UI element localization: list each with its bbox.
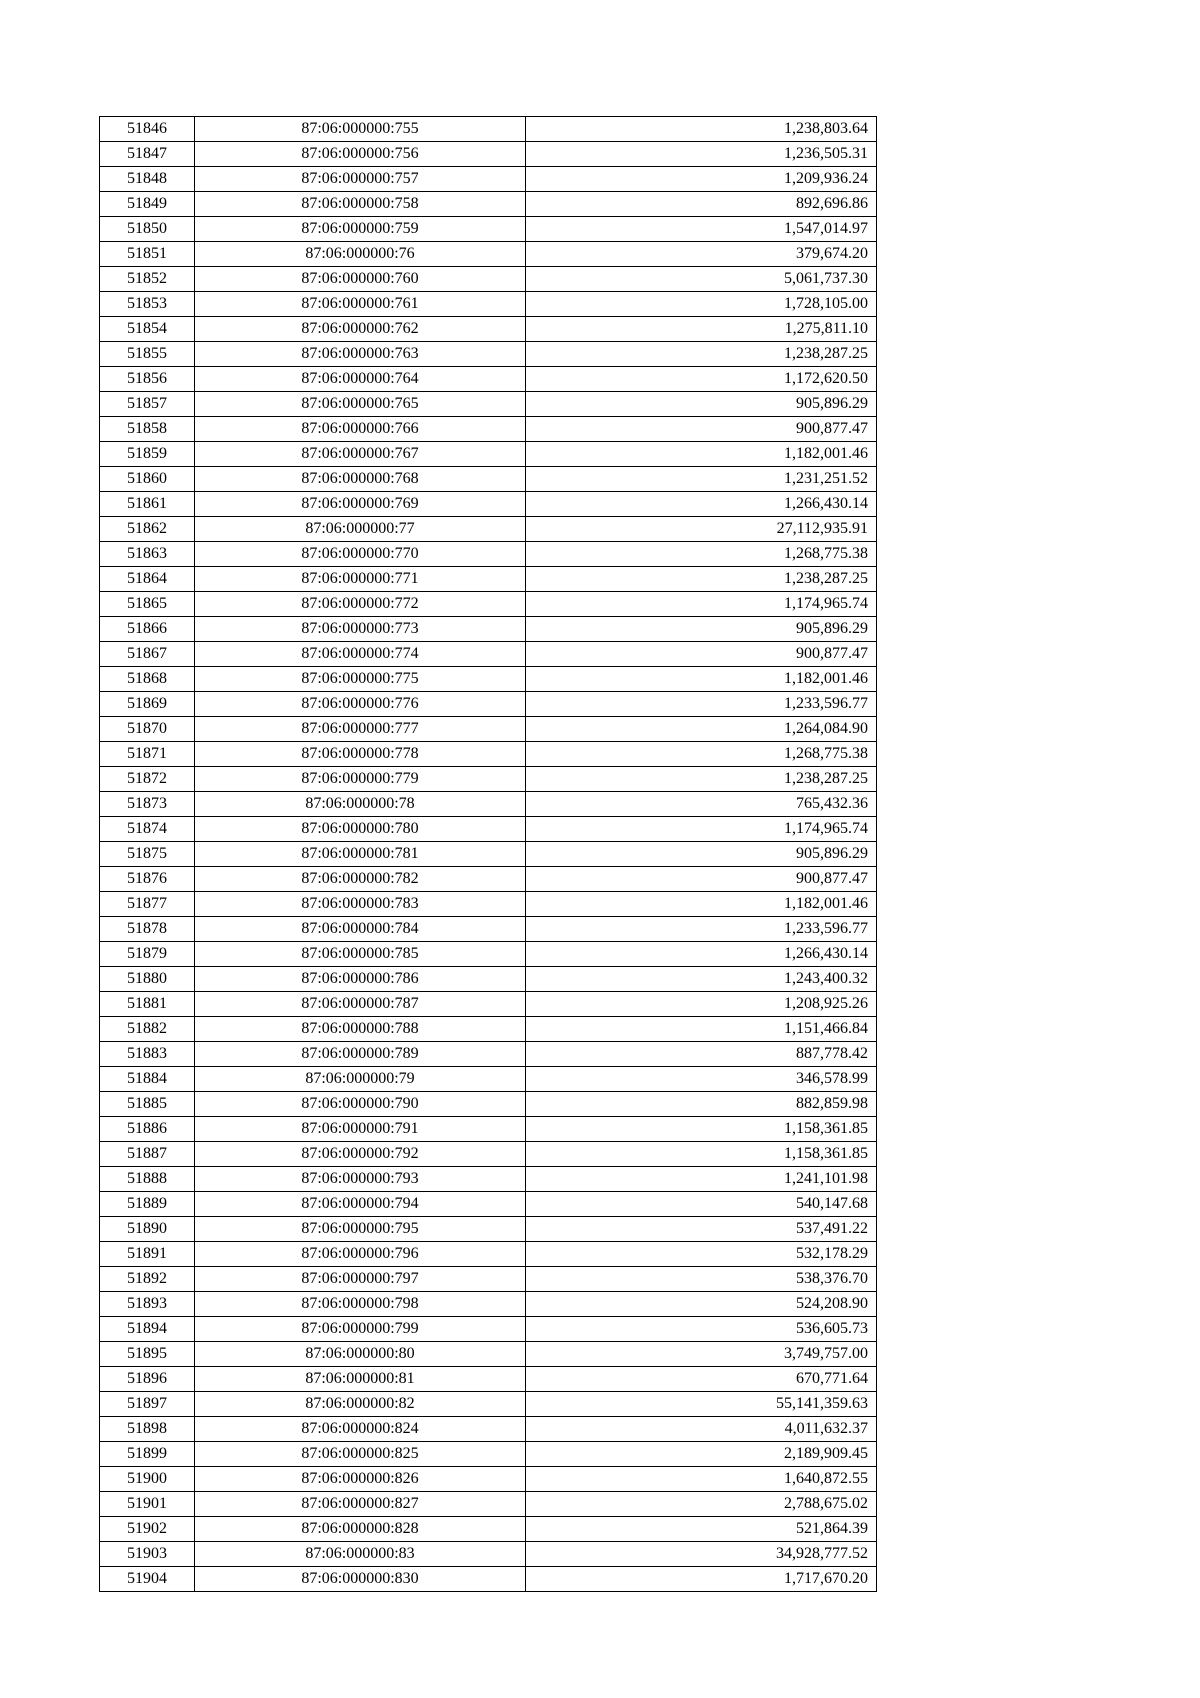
row-number-cell: 51872 — [100, 767, 195, 792]
table-row — [100, 542, 877, 567]
cadastral-number-cell: 87:06:000000:827 — [195, 1492, 526, 1517]
row-number-cell: 51899 — [100, 1442, 195, 1467]
cadastral-number-cell: 87:06:000000:783 — [195, 892, 526, 917]
cadastral-number-cell: 87:06:000000:830 — [195, 1567, 526, 1592]
table-row — [100, 867, 877, 892]
cadastral-value-cell: 765,432.36 — [526, 792, 877, 817]
cadastral-number-cell: 87:06:000000:780 — [195, 817, 526, 842]
cadastral-value-cell: 1,640,872.55 — [526, 1467, 877, 1492]
row-number-cell: 51904 — [100, 1567, 195, 1592]
cadastral-number-cell: 87:06:000000:798 — [195, 1292, 526, 1317]
cadastral-number-cell: 87:06:000000:787 — [195, 992, 526, 1017]
table-row — [100, 692, 877, 717]
table-row — [100, 942, 877, 967]
cadastral-value-cell: 1,241,101.98 — [526, 1167, 877, 1192]
table-row — [100, 392, 877, 417]
cadastral-value-cell: 905,896.29 — [526, 842, 877, 867]
table-body — [100, 117, 877, 1592]
cadastral-number-cell: 87:06:000000:770 — [195, 542, 526, 567]
cadastral-value-cell: 1,172,620.50 — [526, 367, 877, 392]
table-row — [100, 1342, 877, 1367]
cadastral-number-cell: 87:06:000000:793 — [195, 1167, 526, 1192]
cadastral-number-cell: 87:06:000000:79 — [195, 1067, 526, 1092]
cadastral-value-cell: 1,238,287.25 — [526, 342, 877, 367]
cadastral-number-cell: 87:06:000000:784 — [195, 917, 526, 942]
table-row — [100, 1467, 877, 1492]
cadastral-number-cell: 87:06:000000:766 — [195, 417, 526, 442]
cadastral-number-cell: 87:06:000000:785 — [195, 942, 526, 967]
cadastral-value-cell: 1,151,466.84 — [526, 1017, 877, 1042]
table-row — [100, 1317, 877, 1342]
table-row — [100, 1417, 877, 1442]
table-row — [100, 492, 877, 517]
table-row — [100, 167, 877, 192]
row-number-cell: 51882 — [100, 1017, 195, 1042]
cadastral-number-cell: 87:06:000000:756 — [195, 142, 526, 167]
cadastral-number-cell: 87:06:000000:764 — [195, 367, 526, 392]
row-number-cell: 51897 — [100, 1392, 195, 1417]
cadastral-value-cell: 1,236,505.31 — [526, 142, 877, 167]
table-row — [100, 1567, 877, 1592]
cadastral-number-cell: 87:06:000000:758 — [195, 192, 526, 217]
row-number-cell: 51898 — [100, 1417, 195, 1442]
table-row — [100, 242, 877, 267]
cadastral-number-cell: 87:06:000000:789 — [195, 1042, 526, 1067]
cadastral-value-cell: 1,231,251.52 — [526, 467, 877, 492]
cadastral-value-cell: 882,859.98 — [526, 1092, 877, 1117]
cadastral-value-cell: 1,238,287.25 — [526, 567, 877, 592]
cadastral-number-cell: 87:06:000000:792 — [195, 1142, 526, 1167]
table-row — [100, 1542, 877, 1567]
table-row — [100, 917, 877, 942]
cadastral-value-cell: 1,547,014.97 — [526, 217, 877, 242]
cadastral-number-cell: 87:06:000000:81 — [195, 1367, 526, 1392]
row-number-cell: 51849 — [100, 192, 195, 217]
row-number-cell: 51878 — [100, 917, 195, 942]
cadastral-value-cell: 900,877.47 — [526, 642, 877, 667]
row-number-cell: 51856 — [100, 367, 195, 392]
table-row — [100, 567, 877, 592]
row-number-cell: 51860 — [100, 467, 195, 492]
cadastral-value-cell: 887,778.42 — [526, 1042, 877, 1067]
table-row — [100, 817, 877, 842]
cadastral-value-cell: 1,268,775.38 — [526, 742, 877, 767]
row-number-cell: 51894 — [100, 1317, 195, 1342]
cadastral-value-cell: 1,174,965.74 — [526, 592, 877, 617]
cadastral-value-cell: 900,877.47 — [526, 417, 877, 442]
cadastral-number-cell: 87:06:000000:824 — [195, 1417, 526, 1442]
row-number-cell: 51848 — [100, 167, 195, 192]
row-number-cell: 51863 — [100, 542, 195, 567]
cadastral-value-cell: 905,896.29 — [526, 392, 877, 417]
table-row — [100, 1217, 877, 1242]
cadastral-number-cell: 87:06:000000:80 — [195, 1342, 526, 1367]
row-number-cell: 51890 — [100, 1217, 195, 1242]
cadastral-value-cell: 905,896.29 — [526, 617, 877, 642]
row-number-cell: 51862 — [100, 517, 195, 542]
cadastral-number-cell: 87:06:000000:77 — [195, 517, 526, 542]
cadastral-number-cell: 87:06:000000:776 — [195, 692, 526, 717]
row-number-cell: 51888 — [100, 1167, 195, 1192]
cadastral-number-cell: 87:06:000000:775 — [195, 667, 526, 692]
cadastral-value-cell: 55,141,359.63 — [526, 1392, 877, 1417]
cadastral-value-cell: 1,264,084.90 — [526, 717, 877, 742]
cadastral-number-cell: 87:06:000000:778 — [195, 742, 526, 767]
table-row — [100, 792, 877, 817]
cadastral-number-cell: 87:06:000000:768 — [195, 467, 526, 492]
cadastral-number-cell: 87:06:000000:774 — [195, 642, 526, 667]
row-number-cell: 51879 — [100, 942, 195, 967]
row-number-cell: 51885 — [100, 1092, 195, 1117]
cadastral-number-cell: 87:06:000000:782 — [195, 867, 526, 892]
table-row — [100, 1017, 877, 1042]
cadastral-value-cell: 1,233,596.77 — [526, 917, 877, 942]
cadastral-value-cell: 27,112,935.91 — [526, 517, 877, 542]
cadastral-value-cell: 34,928,777.52 — [526, 1542, 877, 1567]
row-number-cell: 51850 — [100, 217, 195, 242]
table-row — [100, 1367, 877, 1392]
row-number-cell: 51901 — [100, 1492, 195, 1517]
row-number-cell: 51854 — [100, 317, 195, 342]
cadastral-number-cell: 87:06:000000:777 — [195, 717, 526, 742]
cadastral-value-cell: 1,182,001.46 — [526, 442, 877, 467]
table-row — [100, 267, 877, 292]
cadastral-value-cell: 1,243,400.32 — [526, 967, 877, 992]
cadastral-value-cell: 1,266,430.14 — [526, 492, 877, 517]
cadastral-number-cell: 87:06:000000:767 — [195, 442, 526, 467]
cadastral-value-cell: 1,717,670.20 — [526, 1567, 877, 1592]
cadastral-value-cell: 1,208,925.26 — [526, 992, 877, 1017]
cadastral-number-cell: 87:06:000000:83 — [195, 1542, 526, 1567]
cadastral-value-cell: 538,376.70 — [526, 1267, 877, 1292]
row-number-cell: 51896 — [100, 1367, 195, 1392]
cadastral-number-cell: 87:06:000000:781 — [195, 842, 526, 867]
row-number-cell: 51884 — [100, 1067, 195, 1092]
cadastral-value-cell: 1,238,803.64 — [526, 117, 877, 142]
cadastral-number-cell: 87:06:000000:828 — [195, 1517, 526, 1542]
cadastral-number-cell: 87:06:000000:771 — [195, 567, 526, 592]
row-number-cell: 51903 — [100, 1542, 195, 1567]
cadastral-number-cell: 87:06:000000:760 — [195, 267, 526, 292]
cadastral-value-cell: 346,578.99 — [526, 1067, 877, 1092]
cadastral-value-cell: 670,771.64 — [526, 1367, 877, 1392]
table-row — [100, 417, 877, 442]
row-number-cell: 51867 — [100, 642, 195, 667]
table-row — [100, 842, 877, 867]
cadastral-value-cell: 1,209,936.24 — [526, 167, 877, 192]
cadastral-value-cell: 5,061,737.30 — [526, 267, 877, 292]
cadastral-number-cell: 87:06:000000:759 — [195, 217, 526, 242]
row-number-cell: 51889 — [100, 1192, 195, 1217]
table-row — [100, 617, 877, 642]
table-row — [100, 367, 877, 392]
cadastral-number-cell: 87:06:000000:795 — [195, 1217, 526, 1242]
row-number-cell: 51851 — [100, 242, 195, 267]
row-number-cell: 51847 — [100, 142, 195, 167]
table-row — [100, 767, 877, 792]
table-row — [100, 967, 877, 992]
cadastral-value-cell: 1,233,596.77 — [526, 692, 877, 717]
row-number-cell: 51874 — [100, 817, 195, 842]
table-row — [100, 717, 877, 742]
row-number-cell: 51866 — [100, 617, 195, 642]
row-number-cell: 51875 — [100, 842, 195, 867]
cadastral-number-cell: 87:06:000000:786 — [195, 967, 526, 992]
table-row — [100, 892, 877, 917]
cadastral-value-cell: 1,182,001.46 — [526, 892, 877, 917]
cadastral-value-table — [99, 116, 877, 1592]
cadastral-value-cell: 536,605.73 — [526, 1317, 877, 1342]
row-number-cell: 51900 — [100, 1467, 195, 1492]
row-number-cell: 51883 — [100, 1042, 195, 1067]
row-number-cell: 51871 — [100, 742, 195, 767]
row-number-cell: 51880 — [100, 967, 195, 992]
row-number-cell: 51865 — [100, 592, 195, 617]
cadastral-number-cell: 87:06:000000:82 — [195, 1392, 526, 1417]
table-row — [100, 1242, 877, 1267]
row-number-cell: 51902 — [100, 1517, 195, 1542]
table-row — [100, 1492, 877, 1517]
row-number-cell: 51868 — [100, 667, 195, 692]
table-row — [100, 1517, 877, 1542]
cadastral-number-cell: 87:06:000000:762 — [195, 317, 526, 342]
cadastral-number-cell: 87:06:000000:794 — [195, 1192, 526, 1217]
cadastral-value-cell: 379,674.20 — [526, 242, 877, 267]
row-number-cell: 51864 — [100, 567, 195, 592]
cadastral-number-cell: 87:06:000000:791 — [195, 1117, 526, 1142]
cadastral-number-cell: 87:06:000000:779 — [195, 767, 526, 792]
row-number-cell: 51893 — [100, 1292, 195, 1317]
cadastral-value-cell: 892,696.86 — [526, 192, 877, 217]
cadastral-number-cell: 87:06:000000:761 — [195, 292, 526, 317]
cadastral-number-cell: 87:06:000000:796 — [195, 1242, 526, 1267]
cadastral-value-cell: 1,238,287.25 — [526, 767, 877, 792]
row-number-cell: 51887 — [100, 1142, 195, 1167]
cadastral-value-cell: 524,208.90 — [526, 1292, 877, 1317]
row-number-cell: 51886 — [100, 1117, 195, 1142]
table-row — [100, 992, 877, 1017]
cadastral-number-cell: 87:06:000000:78 — [195, 792, 526, 817]
table-row — [100, 442, 877, 467]
table-row — [100, 1092, 877, 1117]
cadastral-number-cell: 87:06:000000:76 — [195, 242, 526, 267]
cadastral-value-cell: 537,491.22 — [526, 1217, 877, 1242]
table-row — [100, 742, 877, 767]
table-row — [100, 217, 877, 242]
cadastral-value-cell: 1,275,811.10 — [526, 317, 877, 342]
cadastral-value-cell: 1,182,001.46 — [526, 667, 877, 692]
row-number-cell: 51858 — [100, 417, 195, 442]
table-row — [100, 292, 877, 317]
row-number-cell: 51861 — [100, 492, 195, 517]
table-row — [100, 642, 877, 667]
table-row — [100, 1042, 877, 1067]
cadastral-number-cell: 87:06:000000:765 — [195, 392, 526, 417]
row-number-cell: 51895 — [100, 1342, 195, 1367]
cadastral-value-cell: 4,011,632.37 — [526, 1417, 877, 1442]
table-row — [100, 117, 877, 142]
cadastral-value-cell: 1,174,965.74 — [526, 817, 877, 842]
cadastral-value-cell: 1,266,430.14 — [526, 942, 877, 967]
row-number-cell: 51870 — [100, 717, 195, 742]
table-row — [100, 1442, 877, 1467]
table-row — [100, 192, 877, 217]
table-row — [100, 1292, 877, 1317]
table-row — [100, 142, 877, 167]
cadastral-number-cell: 87:06:000000:769 — [195, 492, 526, 517]
table-row — [100, 1167, 877, 1192]
row-number-cell: 51876 — [100, 867, 195, 892]
row-number-cell: 51881 — [100, 992, 195, 1017]
cadastral-number-cell: 87:06:000000:790 — [195, 1092, 526, 1117]
cadastral-value-cell: 1,158,361.85 — [526, 1117, 877, 1142]
cadastral-number-cell: 87:06:000000:757 — [195, 167, 526, 192]
table-row — [100, 1142, 877, 1167]
cadastral-value-cell: 900,877.47 — [526, 867, 877, 892]
row-number-cell: 51857 — [100, 392, 195, 417]
cadastral-value-cell: 1,158,361.85 — [526, 1142, 877, 1167]
cadastral-value-cell: 1,268,775.38 — [526, 542, 877, 567]
table-row — [100, 1192, 877, 1217]
cadastral-number-cell: 87:06:000000:826 — [195, 1467, 526, 1492]
cadastral-value-cell: 3,749,757.00 — [526, 1342, 877, 1367]
table-row — [100, 317, 877, 342]
row-number-cell: 51853 — [100, 292, 195, 317]
cadastral-number-cell: 87:06:000000:797 — [195, 1267, 526, 1292]
table-row — [100, 667, 877, 692]
table-row — [100, 1067, 877, 1092]
row-number-cell: 51891 — [100, 1242, 195, 1267]
cadastral-number-cell: 87:06:000000:773 — [195, 617, 526, 642]
row-number-cell: 51859 — [100, 442, 195, 467]
row-number-cell: 51877 — [100, 892, 195, 917]
cadastral-value-cell: 1,728,105.00 — [526, 292, 877, 317]
cadastral-number-cell: 87:06:000000:825 — [195, 1442, 526, 1467]
cadastral-value-cell: 540,147.68 — [526, 1192, 877, 1217]
cadastral-value-cell: 2,788,675.02 — [526, 1492, 877, 1517]
table-row — [100, 342, 877, 367]
cadastral-value-cell: 521,864.39 — [526, 1517, 877, 1542]
table-row — [100, 1117, 877, 1142]
row-number-cell: 51892 — [100, 1267, 195, 1292]
row-number-cell: 51852 — [100, 267, 195, 292]
cadastral-number-cell: 87:06:000000:755 — [195, 117, 526, 142]
table-row — [100, 592, 877, 617]
cadastral-number-cell: 87:06:000000:788 — [195, 1017, 526, 1042]
table-row — [100, 517, 877, 542]
cadastral-value-cell: 2,189,909.45 — [526, 1442, 877, 1467]
cadastral-number-cell: 87:06:000000:799 — [195, 1317, 526, 1342]
cadastral-number-cell: 87:06:000000:772 — [195, 592, 526, 617]
row-number-cell: 51855 — [100, 342, 195, 367]
cadastral-value-cell: 532,178.29 — [526, 1242, 877, 1267]
row-number-cell: 51873 — [100, 792, 195, 817]
table-row — [100, 1392, 877, 1417]
row-number-cell: 51869 — [100, 692, 195, 717]
cadastral-number-cell: 87:06:000000:763 — [195, 342, 526, 367]
table-row — [100, 1267, 877, 1292]
table-row — [100, 467, 877, 492]
row-number-cell: 51846 — [100, 117, 195, 142]
